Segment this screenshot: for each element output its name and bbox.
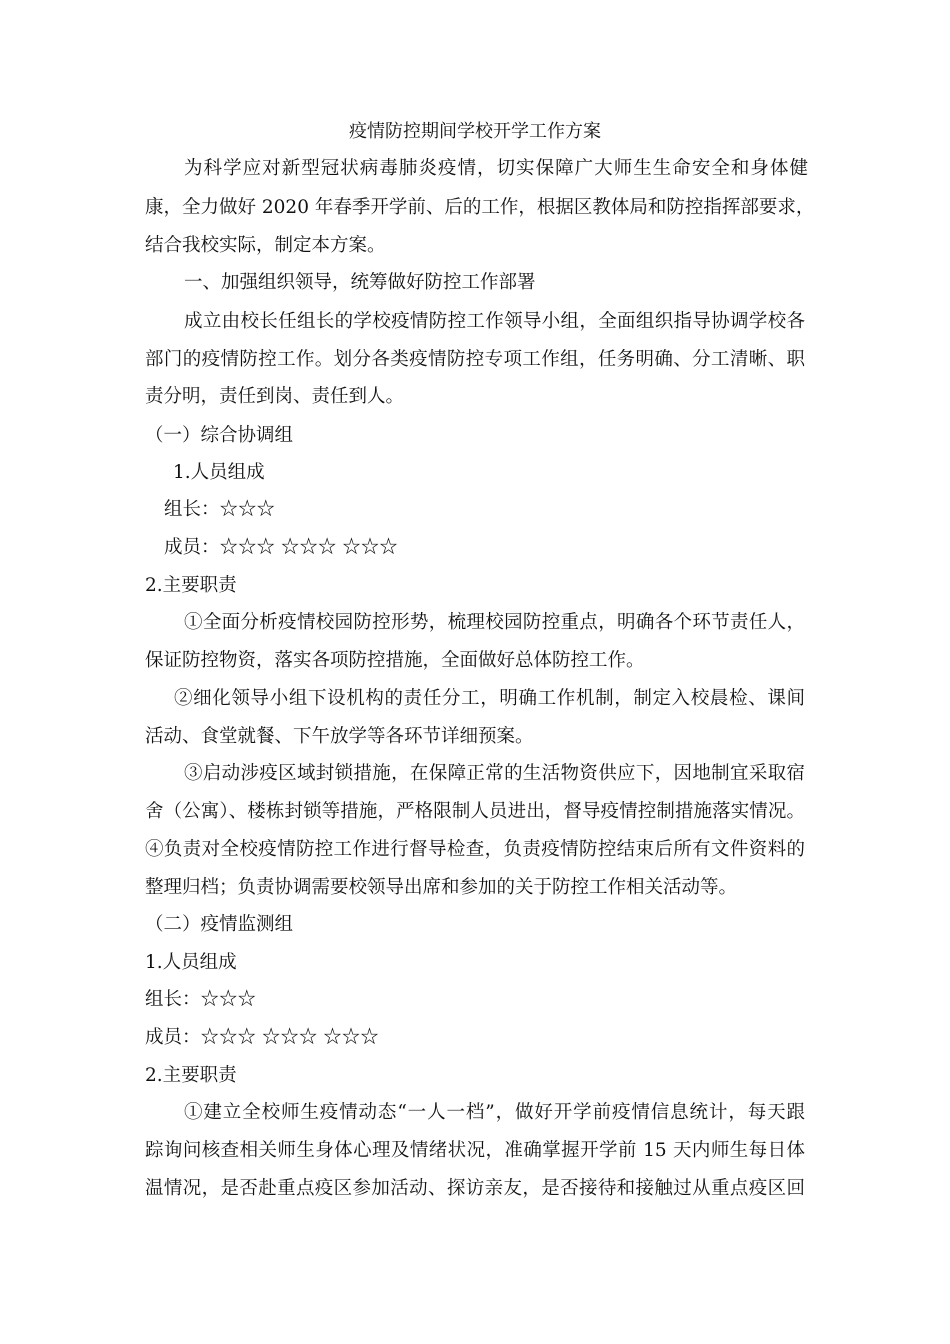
document-title: 疫情防控期间学校开学工作方案 <box>349 121 601 142</box>
intro-line-3: 结合我校实际，制定本方案。 <box>145 235 386 256</box>
group-1-duty-3-line-2: 舍（公寓）、楼栋封锁等措施，严格限制人员进出，督导疫情控制措施落实情况。 <box>145 801 805 822</box>
group-2-members: 成员：☆☆☆ ☆☆☆ ☆☆☆ <box>145 1027 379 1048</box>
section-1-heading: 一、加强组织领导，统筹做好防控工作部署 <box>184 272 536 293</box>
group-2-leader: 组长：☆☆☆ <box>145 989 257 1010</box>
group-1-duty-1-line-1: ①全面分析疫情校园防控形势，梳理校园防控重点，明确各个环节责任人， <box>184 612 805 633</box>
section-1-para-line-3: 责分明，责任到岗、责任到人。 <box>145 386 405 407</box>
group-1-heading: （一）综合协调组 <box>145 425 294 446</box>
group-2-duties-heading: 2.主要职责 <box>145 1065 237 1086</box>
group-2-members-heading: 1.人员组成 <box>145 952 237 973</box>
section-1-para-line-2: 部门的疫情防控工作。划分各类疫情防控专项工作组，任务明确、分工清晰、职 <box>145 349 805 370</box>
group-1-duty-2-line-2: 活动、食堂就餐、下午放学等各环节详细预案。 <box>145 726 534 747</box>
group-2-duty-1-line-1: ①建立全校师生疫情动态“一人一档”，做好开学前疫情信息统计，每天跟 <box>184 1102 805 1123</box>
group-1-duty-2-line-1: ②细化领导小组下设机构的责任分工，明确工作机制，制定入校晨检、课间 <box>174 688 805 709</box>
intro-line-2: 康，全力做好 2020 年春季开学前、后的工作，根据区教体局和防控指挥部要求， <box>145 197 815 218</box>
group-1-members: 成员：☆☆☆ ☆☆☆ ☆☆☆ <box>164 537 398 558</box>
group-1-duty-4-line-2: 整理归档；负责协调需要校领导出席和参加的关于防控工作相关活动等。 <box>145 877 738 898</box>
group-1-members-heading: 1.人员组成 <box>173 462 265 483</box>
group-2-duty-1-line-3: 温情况，是否赴重点疫区参加活动、探访亲友，是否接待和接触过从重点疫区回 <box>145 1178 805 1199</box>
group-1-duty-3-line-1: ③启动涉疫区域封锁措施，在保障正常的生活物资供应下，因地制宜采取宿 <box>184 763 805 784</box>
intro-line-1: 为科学应对新型冠状病毒肺炎疫情，切实保障广大师生生命安全和身体健 <box>184 158 808 179</box>
group-2-duty-1-line-2: 踪询问核查相关师生身体心理及情绪状况，准确掌握开学前 15 天内师生每日体 <box>145 1140 805 1161</box>
section-1-para-line-1: 成立由校长任组长的学校疫情防控工作领导小组，全面组织指导协调学校各 <box>184 311 805 332</box>
group-2-heading: （二）疫情监测组 <box>145 914 294 935</box>
group-1-duty-1-line-2: 保证防控物资，落实各项防控措施，全面做好总体防控工作。 <box>145 650 645 671</box>
group-1-duties-heading: 2.主要职责 <box>145 575 237 596</box>
group-1-duty-4-line-1: ④负责对全校疫情防控工作进行督导检查，负责疫情防控结束后所有文件资料的 <box>145 839 805 860</box>
group-1-leader: 组长：☆☆☆ <box>164 499 276 520</box>
